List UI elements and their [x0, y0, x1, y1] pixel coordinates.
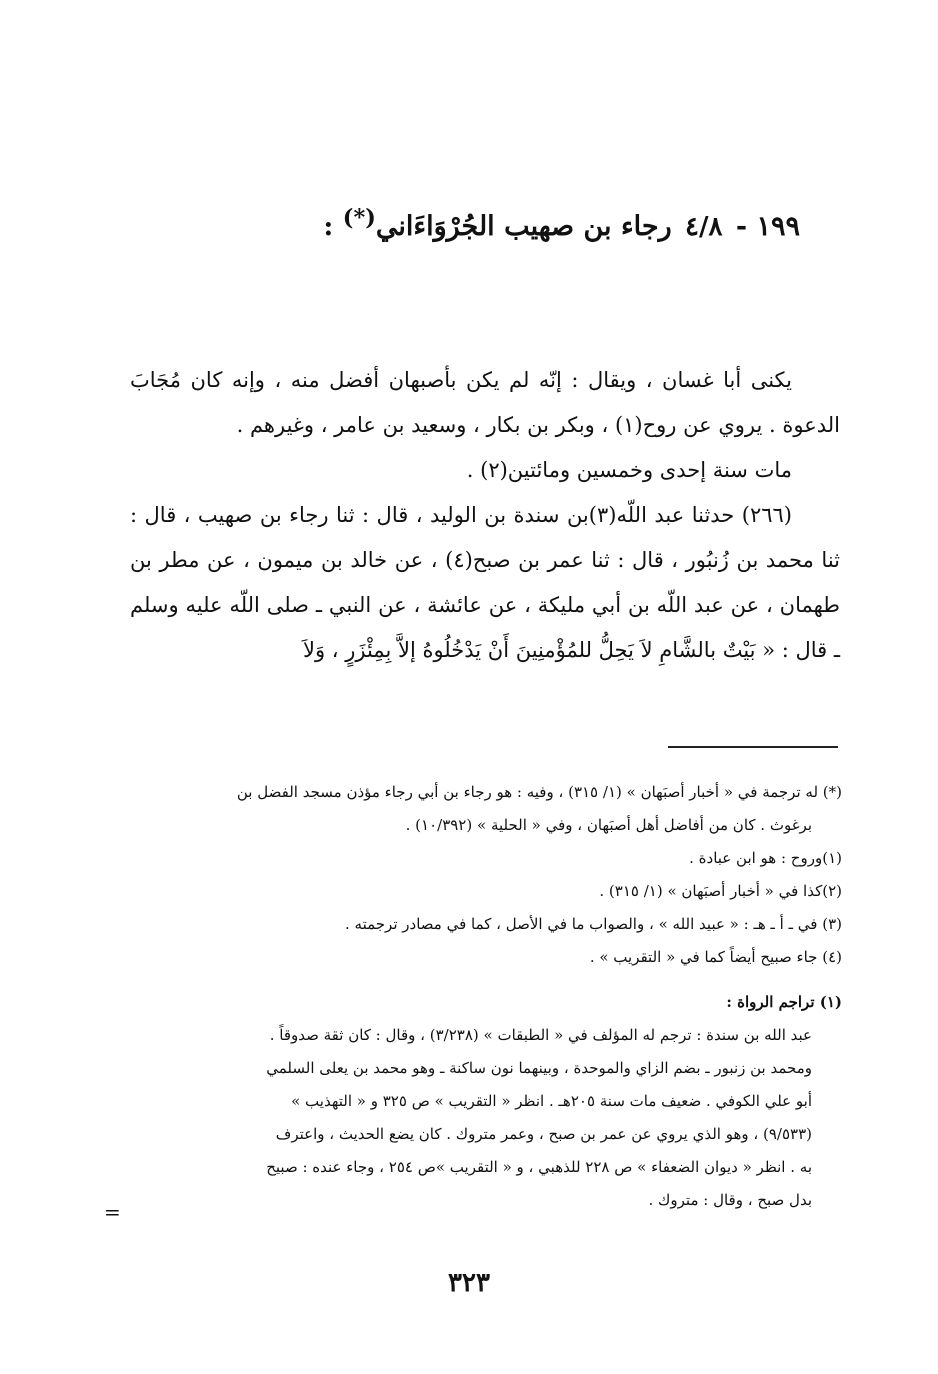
narrator-line: ومحمد بن زنبور ـ بضم الزاي والموحدة ، وبينهما نون ساكنة ـ وهو محمد بن يعلى السلمي [266, 1059, 812, 1077]
continuation-mark: = [104, 1200, 121, 1224]
main-text [130, 358, 840, 673]
footnote-star-cont: برغوث . كان من أفاضل أهل أصبَهان ، وفي « الحلية » (١٠/٣٩٢) . [405, 816, 812, 834]
narrator-line: بدل صبح ، وقال : متروك . [648, 1191, 812, 1209]
entry-heading [300, 205, 800, 242]
title-colon: : [323, 211, 334, 242]
narrator-line: به . انظر « ديوان الضعفاء » ص ٢٢٨ للذهبي ، و « التقريب »ص ٢٥٤ ، وجاء عنده : صبيح [266, 1158, 812, 1176]
entry-number: ١٩٩ - [735, 211, 800, 242]
narrator-line: عبد الله بن سندة : ترجم له المؤلف في « الطبقات » (٣/٢٣٨) ، وقال : كان ثقة صدوقاً . [269, 1026, 812, 1044]
narrator-biographies [130, 986, 842, 1217]
narrator-line: أبو علي الكوفي . ضعيف مات سنة ٢٠٥هـ . انظر « التقريب » ص ٣٢٥ و « التهذيب » [291, 1092, 812, 1110]
footnote-2: (٢)كذا في « أخبار أصبَهان » (١/ ٣١٥) . [599, 882, 842, 900]
entry-title: رجاء بن صهيب الجُرْوَاءَاني [375, 211, 672, 242]
title-note-ref: (*) [342, 205, 376, 231]
handwritten-mark: ٤/٨ [685, 212, 723, 242]
narrator-line: (٩/٥٣٣) ، وهو الذي يروي عن عمر بن صبح ، وعمر متروك . كان يضع الحديث ، واعترف [275, 1125, 812, 1143]
page-number: ٣٢٣ [448, 1268, 490, 1298]
footnote-4: (٤) جاء صبيح أيضاً كما في « التقريب » . [589, 948, 842, 966]
paragraph-biography: يكنى أبا غسان ، ويقال : إنّه لم يكن بأصبهان أفضل منه ، وإنه كان مُجَابَ الدعوة . يروي عن روح(١) ، وبكر بن بكار ، وسعيد بن عامر ، وغيرهم . [130, 368, 840, 437]
paragraph-hadith: (٢٦٦) حدثنا عبد اللّه(٣)بن سندة بن الوليد ، قال : ثنا رجاء بن صهيب ، قال : ثنا محمد بن زُنبُور ، قال : ثنا عمر بن صبح(٤) ، عن خالد بن ميمون ، عن مطر بن طهمان ، عن عبد اللّه بن أبي مليكة ، عن عائشة ، عن النبي ـ صلى اللّه عليه وسلم ـ قال : « بَيْتٌ بالشَّامِ لاَ يَحِلُّ للمُؤْمنِينَ أَنْ يَدْخُلُوهُ إلاَّ بِمِئْزَرٍ ، وَلاَ [130, 503, 841, 662]
paragraph-death: مات سنة إحدى وخمسين ومائتين(٢) . [466, 458, 792, 482]
footnote-1: (١)وروح : هو ابن عبادة . [689, 849, 842, 867]
footnote-3: (٣) في ـ أ ـ هـ : « عبيد الله » ، والصواب ما في الأصل ، كما في مصادر ترجمته . [345, 915, 842, 933]
footnote-star: (*) له ترجمة في « أخبار أصبَهان » (١/ ٣١٥) ، وفيه : هو رجاء بن أبي رجاء مؤذن مسجد الفضل بن [236, 783, 842, 801]
footnotes [130, 776, 842, 974]
narrators-heading: (١) تراجم الرواة : [726, 993, 842, 1011]
footnote-divider [668, 746, 838, 748]
